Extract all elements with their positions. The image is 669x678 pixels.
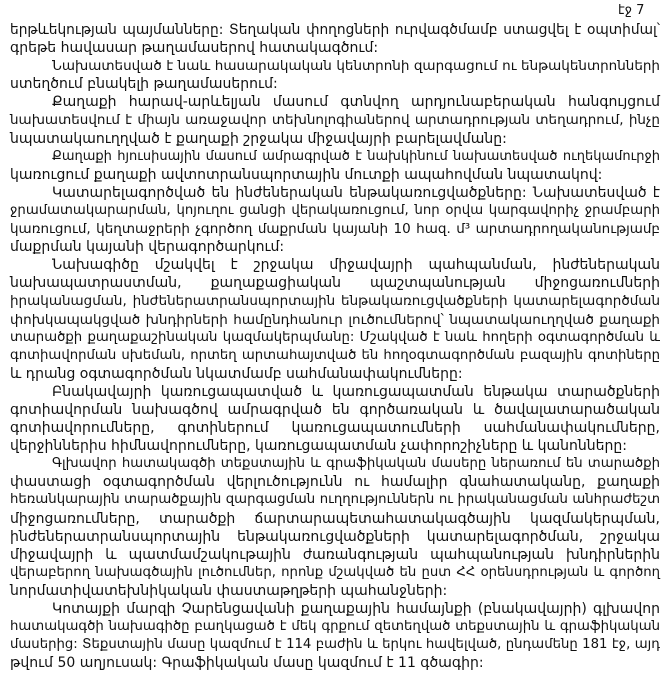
text-line: Նախագիծը մշակվել է շրջակա միջավայրի պահպանման, ինժեներական (52, 257, 660, 274)
paragraph (10, 383, 660, 455)
paragraph (10, 57, 660, 93)
paragraph (10, 256, 660, 383)
text-line: Քաղաքի հարավ-արևելյան մասում գտնվող արդյունաբերական հանգույցում (52, 94, 660, 111)
text-line: Գլխավոր հատակագծի տեքստային և գրաֆիկական մասերը ներառում են տարածքի (52, 456, 660, 472)
text-line: Կոտայքի մարզի Չարենցավանի քաղաքային համայնքի (բնակավայրի) գլխավոր (52, 601, 660, 617)
text-line: փոխկապակցված խնդիրների համընդհանուր լուծումներով՝ նպատակաուղղված քաղաքի (10, 311, 660, 328)
paragraph (10, 93, 660, 147)
text-line: վերջիններիս հիմնավորումները, կառուցապատման չափորոշիչները և կանոնները: (10, 438, 627, 455)
text-line: փաստացի օգտագործման վերլուծությունն ու համալիր գնահատականը, քաղաքի (10, 474, 660, 491)
text-line: թվում 50 աղյուսակ: Գրաֆիկական մասը կազմում է 11 գծագիր: (10, 655, 484, 672)
text-line: ստեղծում բնակելի թաղամասերում: (10, 76, 278, 93)
text-line: գոտիավորման սխեման, որտեղ արտահայտված են հողօգտագործման բազային գոտիները (10, 347, 660, 363)
text-line: Նախատեսված է նաև հասարակական կենտրոնի զարգացում ու ենթակենտրոնների (52, 58, 660, 75)
paragraph (10, 455, 660, 600)
document-body (10, 21, 660, 672)
paragraph (10, 184, 660, 256)
text-line: մասերից: Տեքստային մասը կազմում է 114 բաժին և երկու հավելված, ընդամենը 181 էջ, այդ (10, 637, 660, 653)
text-line: գրեթե հավասար թաղամասերով հատակագծում: (10, 40, 379, 57)
text-line: կառուցում, կեղտաջրերի չգործող մաքրման կայանի 10 հազ. մ³ արտադրողականությամբ (10, 221, 660, 238)
text-line: Կատարելագործված են ինժեներական ենթակառուցվածքները: Նախատեսված է (52, 184, 660, 201)
text-line: միջավայրի և պատմամշակութային ժառանգության պահպանության խնդիրներին (10, 546, 660, 563)
text-line: նորմատիվատեխնիկական փաստաթղթերի պահանջների: (10, 582, 448, 599)
text-line: և դրանց օգտագործման նկատմամբ սահմանափակումները: (10, 365, 463, 382)
text-line: մաքրման կայանի վերագործարկում: (10, 239, 285, 256)
paragraph (10, 21, 660, 57)
text-line: իրականացման, ինժեներատրանսպորտային ենթակառուցվածքների կատարելագործման (10, 293, 660, 310)
text-line: գոտիավորման նախագծով ամրագրված են գործառական և ծավալատարածական (10, 401, 660, 418)
text-line: ջրամատակարարման, կոյուղու ցանցի վերակառուցում, նոր օրվա կարգավորիչ ջրամբարի (10, 202, 660, 218)
text-line: վերաբերող նախագծային լուծումներ, որոնք մշակված են ըստ ՀՀ օրենսդրության և գործող (10, 564, 660, 580)
text-line: Քաղաքի հյուսիսային մասում ամրագրված է նախկինում նախատեսված ուղեկամուրջի (52, 148, 660, 164)
text-line: Բնակավայրի կառուցապատված և կառուցապատման ենթակա տարածքների (52, 383, 660, 400)
text-line: երթևեկության պայմանները: Տեղական փողոցների ուրվագծմամբ ստացվել է օպտիմալ՝ (10, 22, 660, 38)
text-line: հեռանկարային տարածքային զարգացման ուղղություններն ու իրականացման անհրաժեշտ (10, 492, 660, 508)
paragraph (10, 148, 660, 184)
text-line: նպատակաուղղված է քաղաքի շրջակա միջավայրի բարելավմանը: (10, 130, 507, 147)
paragraph (10, 600, 660, 672)
text-line: հատակագծի նախագիծը բաղկացած է մեկ գրքում զետեղված տեքստային և գրաֆիկական (10, 619, 660, 635)
text-line: կառուցում քաղաքի ավտոտրանսպորտային մուտքի ապահովման նպատակով: (10, 166, 603, 183)
text-line: նախատեսվում է միայն առաջավոր տեխնոլոգիաներով արտադրության տեղադրում, ինչը (10, 112, 660, 129)
text-line: նախապատրաստման, քաղաքացիական պաշտպանության միջոցառումների (10, 275, 660, 292)
page-number: էջ 7 (618, 3, 645, 18)
text-line: գոտիավորումները, գոտիներում կառուցապատումների սահմանափակումները, (10, 420, 660, 437)
text-line: տարածքի քաղաքաշինական կազմակերպմանը: Մշակված է նաև հողերի օգտագործման և (10, 329, 660, 345)
text-line: ինժեներատրանսպորտային ենթակառուցվածքների կատարելագործման, շրջակա (10, 528, 660, 545)
text-line: միջոցառումները, տարածքի ճարտարապետահատակագծային կազմակերպման, (10, 510, 660, 527)
